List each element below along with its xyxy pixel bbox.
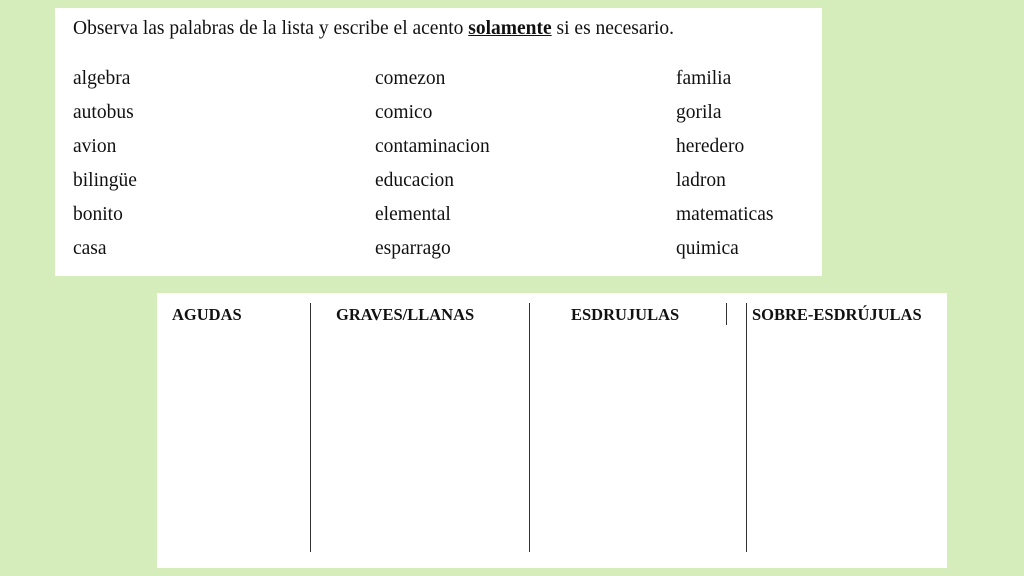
column-divider	[726, 303, 727, 325]
word-column-1	[73, 65, 137, 269]
word-item: autobus	[73, 102, 134, 123]
category-header-sobre-esdrujulas: SOBRE-ESDRÚJULAS	[752, 305, 922, 324]
word-item: casa	[73, 238, 107, 259]
word-item: educacion	[375, 170, 455, 191]
word-item: elemental	[375, 204, 451, 225]
word-column-2	[375, 65, 490, 269]
word-item: comico	[375, 102, 433, 123]
word-item: esparrago	[375, 238, 451, 259]
word-item: matematicas	[676, 204, 774, 225]
category-header-graves-llanas: GRAVES/LLANAS	[336, 305, 475, 324]
word-item: quimica	[676, 238, 739, 259]
word-item: heredero	[676, 136, 745, 157]
word-item: comezon	[375, 68, 446, 89]
classification-table	[157, 293, 947, 568]
column-divider	[310, 303, 311, 552]
word-item: familia	[676, 68, 732, 89]
column-divider	[529, 303, 530, 552]
category-header-agudas: AGUDAS	[172, 305, 242, 324]
word-column-3	[676, 65, 773, 269]
word-item: bilingüe	[73, 170, 137, 191]
word-item: ladron	[676, 170, 726, 191]
word-item: contaminacion	[375, 136, 490, 157]
word-item: bonito	[73, 204, 123, 225]
word-item: gorila	[676, 102, 722, 123]
word-list-card	[55, 8, 822, 276]
column-divider	[746, 303, 747, 552]
word-item: algebra	[73, 68, 131, 89]
word-item: avion	[73, 136, 117, 157]
instruction-emphasis: solamente	[468, 18, 552, 39]
instruction-text	[73, 18, 674, 40]
instruction-before: Observa las palabras de la lista y escribe el acento	[73, 18, 469, 39]
category-header-esdrujulas: ESDRUJULAS	[571, 305, 680, 324]
instruction-after: si es necesario.	[551, 18, 675, 39]
